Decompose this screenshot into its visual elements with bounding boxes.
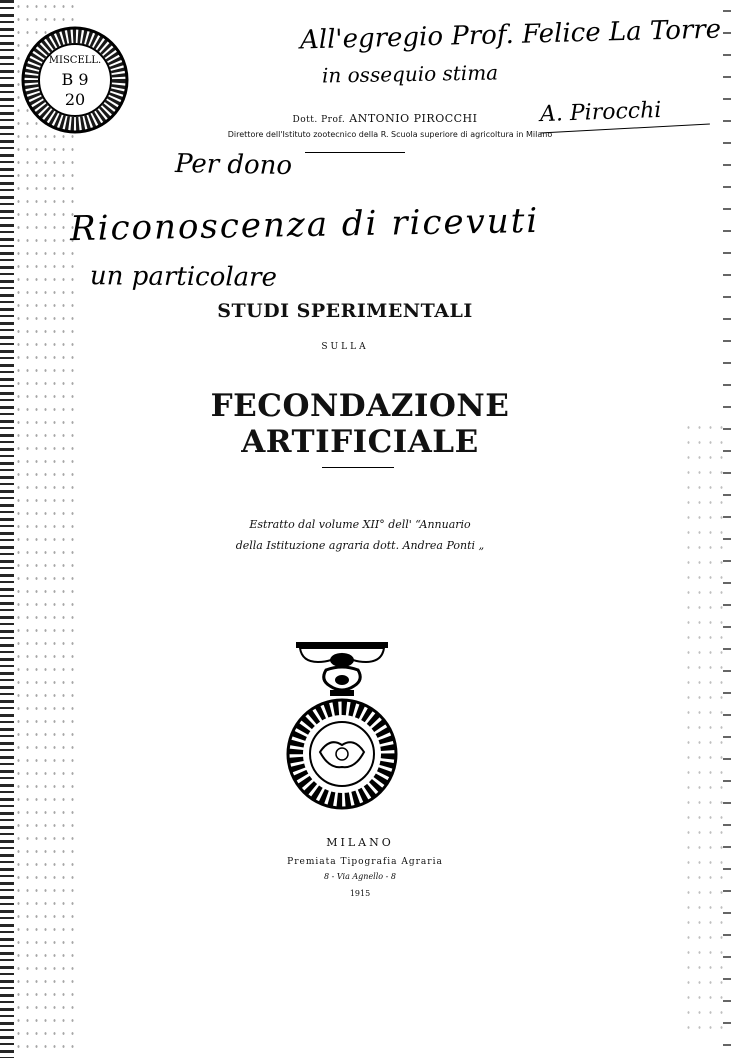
inscription-line-3: un particolare [89, 261, 278, 293]
imprint-printer: Premiata Tipografia Agraria [287, 857, 443, 867]
extract-line-1: Estratto dal volume XII° dell' “Annuario [249, 518, 471, 531]
stamp-label: MISCELL. [48, 55, 102, 66]
inscription-line-2: Riconoscenza di ricevuti [69, 200, 540, 250]
dedication-line-2: in ossequio stima [321, 60, 499, 88]
printer-ornament [292, 640, 392, 700]
left-scan-noise [14, 0, 74, 1058]
inscription-line-1: Per dono [174, 148, 293, 182]
author-line [170, 112, 600, 125]
title-line-2: FECONDAZIONE ARTIFICIALE [210, 388, 510, 460]
author-divider [305, 152, 405, 153]
imprint-address: 8 - Via Agnello - 8 [324, 872, 396, 881]
author-affiliation: Direttore dell'Istituto zootecnico della R. Scuola superiore di agricoltura in Milano [227, 130, 553, 139]
author-titles: Dott. Prof. [292, 115, 346, 125]
imprint-city: MILANO [326, 836, 394, 849]
extract-line-2: della Istituzione agraria dott. Andrea Ponti „ [235, 539, 485, 552]
dedication-signature: A. Pirocchi [539, 97, 662, 128]
dedication-line-1: All'egregio Prof. Felice La Torre [299, 14, 722, 56]
title-line-1: STUDI SPERIMENTALI [217, 300, 473, 322]
imprint-year: 1915 [349, 889, 371, 898]
title-connector: SULLA [321, 342, 369, 352]
stamp-shelf: B 9 [61, 70, 89, 89]
stamp-number: 20 [64, 90, 86, 109]
library-stamp-top [20, 25, 130, 135]
right-scan-edge [723, 0, 731, 1058]
title-divider [322, 467, 394, 468]
right-scan-noise [683, 420, 723, 1040]
library-stamp-bottom [285, 697, 400, 812]
left-scan-edge [0, 0, 14, 1058]
author-name: ANTONIO PIROCCHI [349, 112, 478, 125]
